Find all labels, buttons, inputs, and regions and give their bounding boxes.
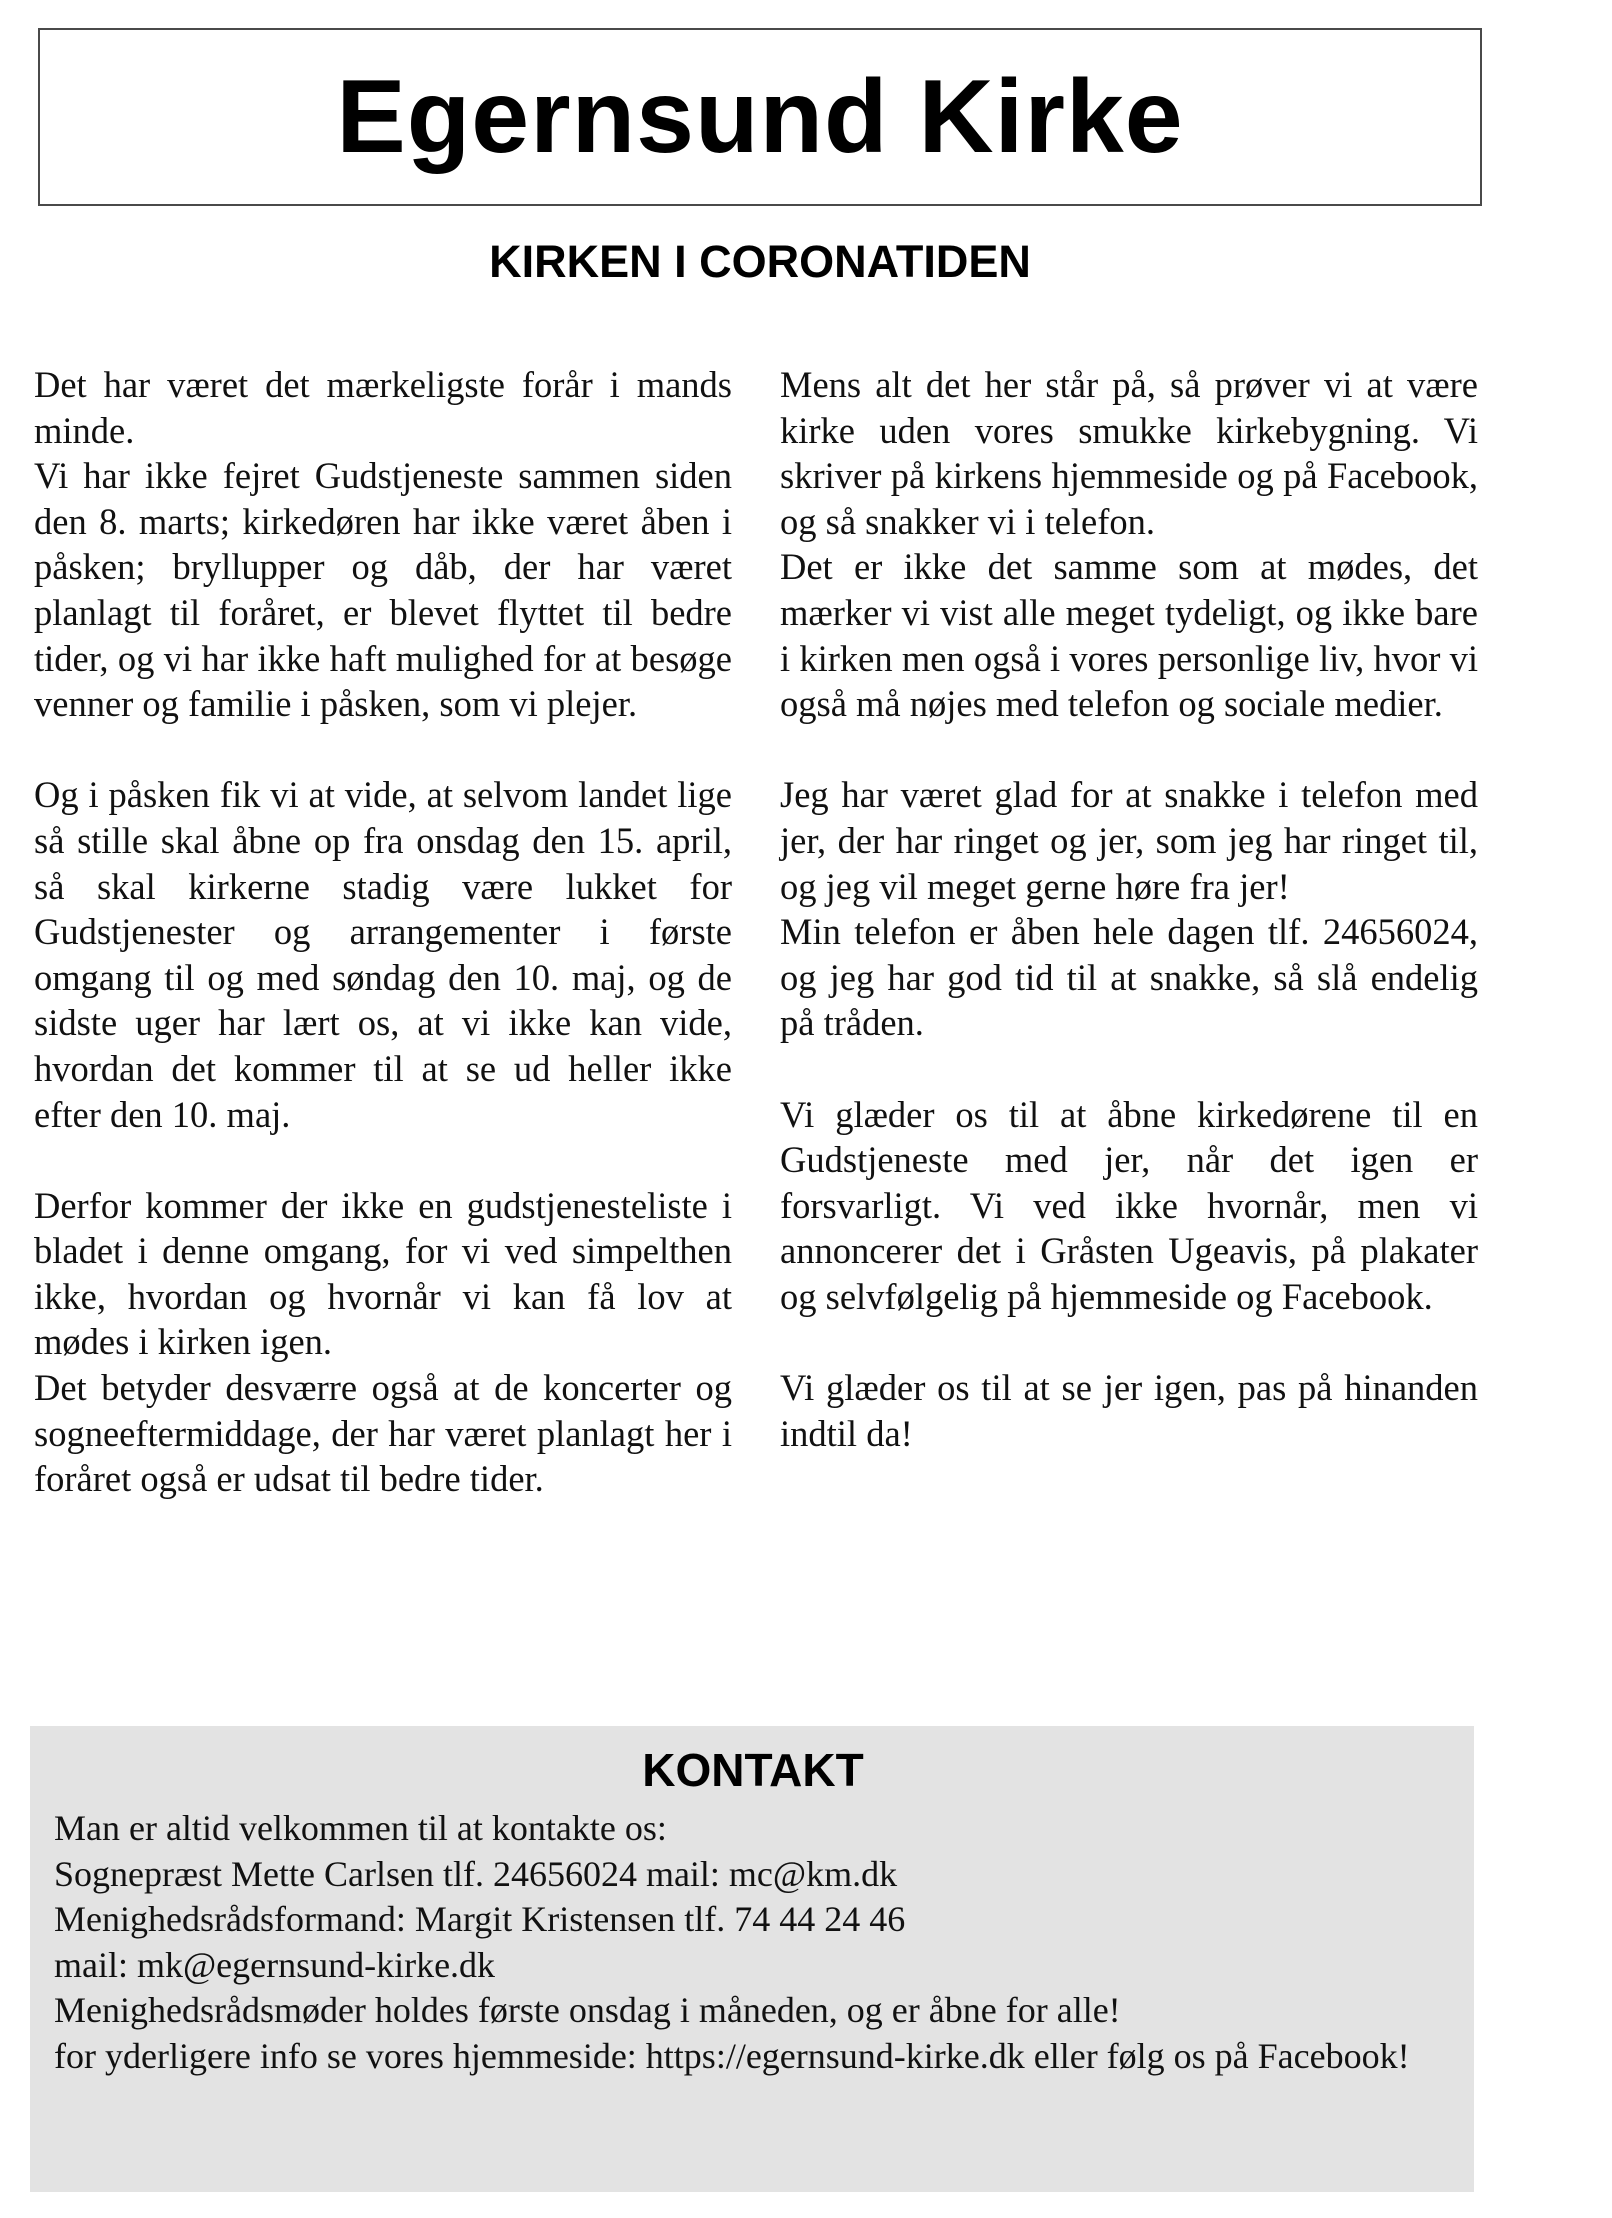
- paragraph: Vi glæder os til at åbne kirkedørene til en Gudstjeneste med jer, når det igen er forsvarligt. Vi ved ikke hvornår, men vi annoncerer det i Gråsten Ugeavis, på plakater og selvfølgelig på hjemmeside og Facebook.: [780, 1093, 1478, 1317]
- contact-line: for yderligere info se vores hjemmeside: https://egernsund-kirke.dk eller følg os på Facebook!: [54, 2035, 1410, 2076]
- paragraph: Vi har ikke fejret Gudstjeneste sammen siden den 8. marts; kirkedøren har ikke været åben i påsken; bryllupper og dåb, der har været planlagt til foråret, er blevet flyttet til bedre tider, og vi har ikke haft mulighed for at besøge venner og familie i påsken, som vi plejer.: [34, 455, 732, 725]
- article-column-right: [780, 362, 1478, 1502]
- contact-line: mail: mk@egernsund-kirke.dk: [54, 1944, 496, 1985]
- article-title: KIRKEN I CORONATIDEN: [489, 236, 1031, 287]
- contact-box: [30, 1726, 1474, 2192]
- contact-line: Menighedsrådsmøder holdes første onsdag i måneden, og er åbne for alle!: [54, 1990, 1121, 2030]
- paragraph: Det er ikke det samme som at mødes, det mærker vi vist alle meget tydeligt, og ikke bare i kirken men også i vores personlige liv, hvor vi også må nøjes med telefon og sociale medier.: [780, 546, 1478, 725]
- paragraph: Mens alt det her står på, så prøver vi at være kirke uden vores smukke kirkebygning. Vi skriver på kirkens hjemmeside og på Facebook, og så snakker vi i telefon.: [780, 364, 1478, 542]
- paragraph: Det betyder desværre også at de koncerter og sogneeftermiddage, der har været planlagt her i foråret også er udsat til bedre tider.: [34, 1367, 732, 1500]
- paragraph: Vi glæder os til at se jer igen, pas på hinanden indtil da!: [780, 1367, 1478, 1454]
- contact-line: Sognepræst Mette Carlsen tlf. 24656024 mail: mc@km.dk: [54, 1853, 898, 1894]
- contact-title: KONTAKT: [642, 1744, 864, 1796]
- article-column-left: [34, 362, 732, 1547]
- paragraph: Jeg har været glad for at snakke i telefon med jer, der har ringet og jer, som jeg har ringet til, og jeg vil meget gerne høre fra jer!: [780, 774, 1478, 907]
- contact-line: Man er altid velkommen til at kontakte os:: [54, 1808, 667, 1848]
- paragraph: Min telefon er åben hele dagen tlf. 24656024, og jeg har god tid til at snakke, så slå endelig på tråden.: [780, 911, 1478, 1044]
- masthead-title: Egernsund Kirke: [336, 58, 1184, 175]
- contact-line: Menighedsrådsformand: Margit Kristensen tlf. 74 44 24 46: [54, 1899, 906, 1939]
- paragraph: Derfor kommer der ikke en gudstjenesteliste i bladet i denne omgang, for vi ved simpelthen ikke, hvordan og hvornår vi kan få lov at mødes i kirken igen.: [34, 1184, 732, 1363]
- paragraph: Og i påsken fik vi at vide, at selvom landet lige så stille skal åbne op fra onsdag den 15. april, så skal kirkerne stadig være lukket for Gudstjenester og arrangementer i første omgang til og med søndag den 10. maj, og de sidste uger har lært os, at vi ikke kan vide, hvordan det kommer til at se ud heller ikke efter den 10. maj.: [34, 774, 732, 1135]
- paragraph: Det har været det mærkeligste forår i mands minde.: [34, 364, 732, 451]
- masthead-box: [38, 28, 1482, 206]
